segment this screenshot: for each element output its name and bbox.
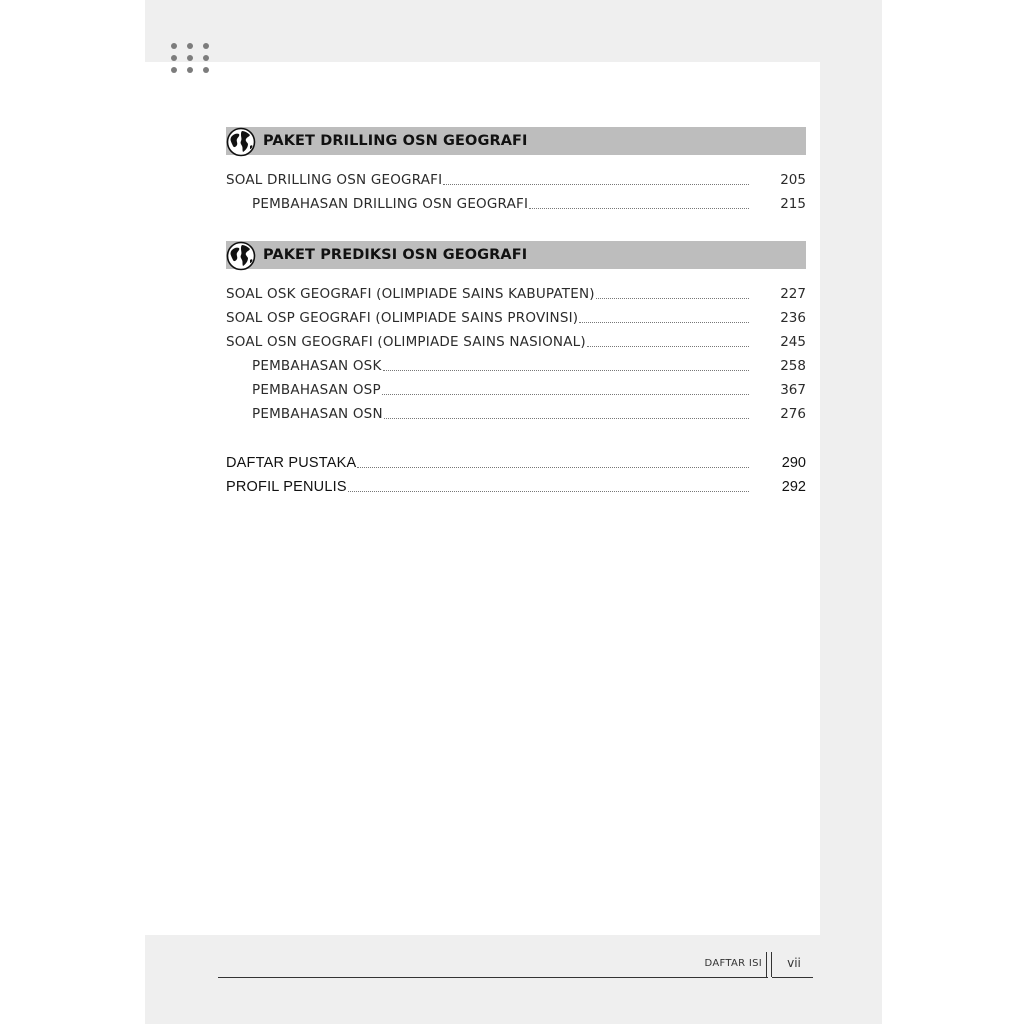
- toc-page-number: 292: [781, 479, 806, 495]
- footer-rule: [218, 977, 768, 978]
- dot-leader: [357, 466, 749, 468]
- toc-page-number: 236: [780, 310, 806, 326]
- toc-entry-label: PEMBAHASAN DRILLING OSN GEOGRAFI: [252, 196, 529, 212]
- toc-page-number: 258: [780, 358, 806, 374]
- dot-leader: [382, 393, 749, 395]
- dots-grid-decoration: [171, 43, 215, 77]
- footer-divider: [766, 952, 767, 977]
- toc-entry-label: DAFTAR PUSTAKA: [226, 455, 357, 471]
- section-title: PAKET PREDIKSI OSN GEOGRAFI: [263, 247, 528, 263]
- toc-page-number: 276: [780, 406, 806, 422]
- footer-page-number: vii: [787, 956, 801, 970]
- toc-entry-profil-penulis[interactable]: [226, 475, 806, 495]
- toc-page-number: 367: [780, 382, 806, 398]
- toc-page-number: 245: [780, 334, 806, 350]
- globe-icon: [226, 241, 256, 271]
- toc-entry-label: SOAL OSN GEOGRAFI (OLIMPIADE SAINS NASIONAL): [226, 334, 586, 350]
- toc-entry-label: PEMBAHASAN OSK: [252, 358, 382, 374]
- toc-entry-label: SOAL OSP GEOGRAFI (OLIMPIADE SAINS PROVINSI): [226, 310, 579, 326]
- toc-page-number: 227: [780, 286, 806, 302]
- dot-leader: [384, 417, 749, 419]
- footer-divider: [771, 952, 772, 977]
- dot-leader: [529, 207, 749, 209]
- toc-entry[interactable]: [252, 192, 806, 212]
- dot-leader: [443, 183, 749, 185]
- dot-leader: [587, 345, 749, 347]
- toc-entry-daftar-pustaka[interactable]: [226, 451, 806, 471]
- dot-leader: [348, 490, 749, 492]
- toc-entry[interactable]: [226, 282, 806, 302]
- toc-entry-label: SOAL OSK GEOGRAFI (OLIMPIADE SAINS KABUPATEN): [226, 286, 595, 302]
- dot-leader: [596, 297, 749, 299]
- toc-page-number: 215: [780, 196, 806, 212]
- dot-leader: [579, 321, 749, 323]
- section-header-drilling: [226, 127, 806, 155]
- footer-rule: [772, 977, 813, 978]
- toc-entry[interactable]: [252, 402, 806, 422]
- toc-entry[interactable]: [226, 306, 806, 326]
- toc-entry[interactable]: [226, 330, 806, 350]
- toc-entry[interactable]: [252, 378, 806, 398]
- toc-entry-label: SOAL DRILLING OSN GEOGRAFI: [226, 172, 443, 188]
- toc-entry[interactable]: [226, 168, 806, 188]
- section-header-prediksi: [226, 241, 806, 269]
- toc-page-number: 205: [780, 172, 806, 188]
- globe-icon: [226, 127, 256, 157]
- toc-entry[interactable]: [252, 354, 806, 374]
- toc-entry-label: PEMBAHASAN OSN: [252, 406, 383, 422]
- toc-entry-label: PEMBAHASAN OSP: [252, 382, 381, 398]
- footer-section-label: DAFTAR ISI: [704, 958, 762, 969]
- section-title: PAKET DRILLING OSN GEOGRAFI: [263, 133, 528, 149]
- toc-entry-label: PROFIL PENULIS: [226, 479, 347, 495]
- toc-page-number: 290: [781, 455, 806, 471]
- dot-leader: [383, 369, 750, 371]
